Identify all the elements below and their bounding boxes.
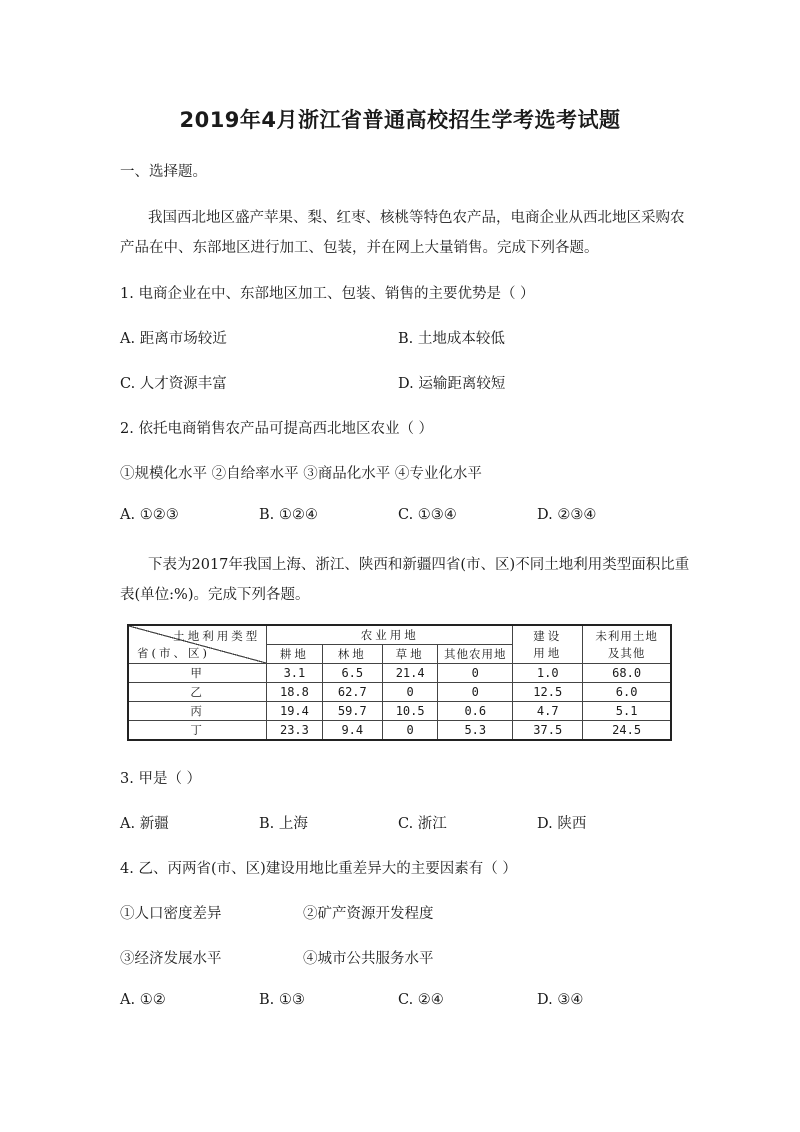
table-row bbox=[128, 664, 671, 683]
unused-header-line2: 及其他 bbox=[607, 645, 646, 660]
table-cell: 4.7 bbox=[513, 702, 583, 721]
unused-header-line1: 未利用土地 bbox=[595, 628, 658, 643]
row-label: 乙 bbox=[128, 683, 267, 702]
q2-option-d: D. ②③④ bbox=[537, 507, 597, 523]
table-cell: 6.0 bbox=[583, 683, 671, 702]
table-cell: 0.6 bbox=[438, 702, 513, 721]
table-cell: 0 bbox=[382, 721, 437, 741]
unused-header bbox=[583, 625, 671, 664]
q2-stem: 2. 依托电商销售农产品可提高西北地区农业（ ） bbox=[120, 421, 434, 437]
table-cell: 5.1 bbox=[583, 702, 671, 721]
table-cell: 18.8 bbox=[267, 683, 322, 702]
intro2-line1: 下表为2017年我国上海、浙江、陕西和新疆四省(市、区)不同土地利用类型面积比重 bbox=[148, 557, 690, 573]
table-cell: 3.1 bbox=[267, 664, 322, 683]
table-row bbox=[128, 683, 671, 702]
q3-option-c: C. 浙江 bbox=[398, 816, 447, 832]
q2-option-c: C. ①③④ bbox=[398, 507, 457, 523]
sub-header-cell: 林地 bbox=[322, 645, 382, 664]
table-cell: 10.5 bbox=[382, 702, 437, 721]
q1-option-b: B. 土地成本较低 bbox=[398, 331, 505, 347]
build-header bbox=[513, 625, 583, 664]
table-cell: 5.3 bbox=[438, 721, 513, 741]
intro2-line2: 表(单位:%)。完成下列各题。 bbox=[120, 587, 310, 603]
page-title: 2019年4月浙江省普通高校招生学考选考试题 bbox=[179, 108, 621, 132]
table-cell: 68.0 bbox=[583, 664, 671, 683]
table-cell: 12.5 bbox=[513, 683, 583, 702]
q2-option-b: B. ①②④ bbox=[259, 507, 318, 523]
table-cell: 62.7 bbox=[322, 683, 382, 702]
table-cell: 37.5 bbox=[513, 721, 583, 741]
table-cell: 19.4 bbox=[267, 702, 322, 721]
q1-option-a: A. 距离市场较近 bbox=[120, 331, 227, 347]
q3-option-a: A. 新疆 bbox=[120, 816, 169, 832]
q4-option-b: B. ①③ bbox=[259, 992, 305, 1008]
build-header-line2: 用地 bbox=[533, 645, 563, 660]
corner-top-label: 土地利用类型 bbox=[173, 629, 261, 643]
row-label: 丙 bbox=[128, 702, 267, 721]
q3-stem: 3. 甲是（ ） bbox=[120, 771, 202, 787]
q4-option-c: C. ②④ bbox=[398, 992, 444, 1008]
q4-stem: 4. 乙、丙两省(市、区)建设用地比重差异大的主要因素有（ ） bbox=[120, 861, 517, 877]
table-cell: 0 bbox=[382, 683, 437, 702]
q4-item-1: ①人口密度差异 bbox=[120, 906, 222, 922]
table-row bbox=[128, 702, 671, 721]
q4-option-d: D. ③④ bbox=[537, 992, 584, 1008]
q1-stem: 1. 电商企业在中、东部地区加工、包装、销售的主要优势是（ ） bbox=[120, 286, 535, 302]
q4-option-a: A. ①② bbox=[120, 992, 166, 1008]
q4-item-3: ③经济发展水平 bbox=[120, 951, 222, 967]
intro1-line1: 我国西北地区盛产苹果、梨、红枣、核桃等特色农产品，电商企业从西北地区采购农 bbox=[148, 210, 685, 226]
row-label: 丁 bbox=[128, 721, 267, 741]
table-cell: 23.3 bbox=[267, 721, 322, 741]
intro1-line2: 产品在中、东部地区进行加工、包装，并在网上大量销售。完成下列各题。 bbox=[120, 240, 599, 256]
table-cell: 0 bbox=[438, 683, 513, 702]
q3-option-b: B. 上海 bbox=[259, 816, 308, 832]
table-cell: 59.7 bbox=[322, 702, 382, 721]
section-heading: 一、选择题。 bbox=[120, 164, 207, 180]
q2-items: ①规模化水平 ②自给率水平 ③商品化水平 ④专业化水平 bbox=[120, 466, 482, 482]
q4-item-2: ②矿产资源开发程度 bbox=[303, 906, 434, 922]
row-label: 甲 bbox=[128, 664, 267, 683]
table-cell: 24.5 bbox=[583, 721, 671, 741]
table-row bbox=[128, 721, 671, 741]
agri-group-header: 农业用地 bbox=[267, 625, 513, 645]
table-corner-cell bbox=[128, 625, 267, 664]
sub-header-cell: 草地 bbox=[382, 645, 437, 664]
q1-option-d: D. 运输距离较短 bbox=[398, 376, 506, 392]
q4-item-4: ④城市公共服务水平 bbox=[303, 951, 434, 967]
sub-header-cell: 耕地 bbox=[267, 645, 322, 664]
table-cell: 0 bbox=[438, 664, 513, 683]
sub-header-cell: 其他农用地 bbox=[438, 645, 513, 664]
table-cell: 21.4 bbox=[382, 664, 437, 683]
table-cell: 1.0 bbox=[513, 664, 583, 683]
corner-bottom-label: 省(市、区) bbox=[137, 646, 210, 660]
table-cell: 6.5 bbox=[322, 664, 382, 683]
q3-option-d: D. 陕西 bbox=[537, 816, 587, 832]
table-cell: 9.4 bbox=[322, 721, 382, 741]
build-header-line1: 建设 bbox=[533, 628, 563, 643]
land-use-table bbox=[127, 624, 672, 741]
q1-option-c: C. 人才资源丰富 bbox=[120, 376, 227, 392]
q2-option-a: A. ①②③ bbox=[120, 507, 179, 523]
